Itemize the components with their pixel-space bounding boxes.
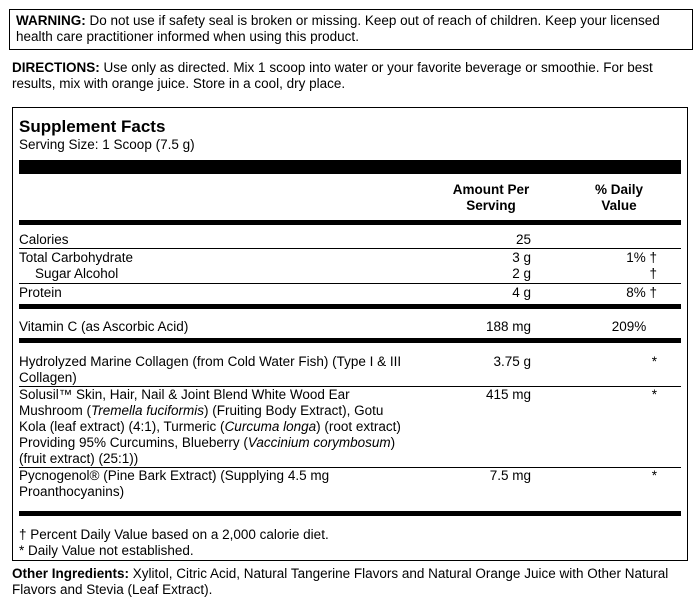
col-header-dv bbox=[559, 182, 679, 214]
row-dv: 209% bbox=[611, 319, 647, 334]
row-amount: 25 bbox=[515, 232, 531, 247]
divider bbox=[19, 283, 681, 284]
row-amount: 7.5 mg bbox=[489, 468, 531, 483]
row-name-line: Mushroom ( bbox=[19, 403, 92, 418]
row-name-line: Pycnogenol® (Pine Bark Extract) (Supplying 4.5 mg bbox=[19, 468, 330, 483]
warning-box bbox=[9, 9, 693, 50]
divider-bottom bbox=[19, 511, 681, 516]
row-dv: 8% † bbox=[626, 285, 657, 300]
row-name: Protein bbox=[19, 285, 62, 300]
supplement-facts-panel bbox=[12, 107, 688, 561]
row-amount: 3.75 g bbox=[493, 354, 531, 369]
footnote-dv: † Percent Daily Value based on a 2,000 calorie diet. bbox=[19, 527, 329, 542]
row-dv: 1% † bbox=[626, 250, 657, 265]
row-amount: 3 g bbox=[512, 250, 531, 265]
col-header-amount-line2: Serving bbox=[466, 198, 516, 213]
row-name-line: ) (Fruiting Body Extract), Gotu bbox=[204, 403, 384, 418]
row-name-line: Collagen) bbox=[19, 370, 77, 385]
row-name-line: Hydrolyzed Marine Collagen (from Cold Water Fish) (Type I & III bbox=[19, 354, 402, 369]
row-name bbox=[19, 468, 329, 500]
warning-text: Do not use if safety seal is broken or missing. Keep out of reach of children. Keep your licensed health care practitioner informed when using this product. bbox=[16, 13, 660, 44]
divider-header bbox=[19, 220, 681, 225]
latin-name: Vaccinium corymbosum bbox=[247, 435, 391, 450]
divider-medium bbox=[19, 304, 681, 309]
other-ingredients bbox=[12, 566, 692, 598]
col-header-dv-line2: Value bbox=[601, 198, 637, 213]
directions bbox=[12, 60, 692, 92]
latin-name: Curcuma longa bbox=[224, 419, 317, 434]
row-name-line: Providing 95% Curcumins, Blueberry ( bbox=[19, 435, 248, 450]
footnote-not-established: * Daily Value not established. bbox=[19, 543, 194, 558]
directions-text: Use only as directed. Mix 1 scoop into water or your favorite beverage or smoothie. For best results, mix with orange juice. Store in a cool, dry place. bbox=[12, 60, 653, 91]
row-amount: 188 mg bbox=[485, 319, 531, 334]
row-name-line: Proanthocyanins) bbox=[19, 484, 125, 499]
row-name: Total Carbohydrate bbox=[19, 250, 134, 265]
latin-name: Tremella fuciformis bbox=[91, 403, 205, 418]
row-name-line: ) (root extract) bbox=[316, 419, 401, 434]
facts-title: Supplement Facts bbox=[19, 117, 166, 136]
row-name-line: Kola (leaf extract) (4:1), Turmeric ( bbox=[19, 419, 225, 434]
col-header-amount-line1: Amount Per bbox=[452, 182, 530, 197]
col-header-amount bbox=[431, 182, 551, 214]
row-name: Calories bbox=[19, 232, 69, 247]
row-name-line: ) bbox=[390, 435, 396, 450]
col-header-dv-line1: % Daily bbox=[594, 182, 644, 197]
row-dv: † bbox=[649, 266, 657, 281]
row-amount: 4 g bbox=[512, 285, 531, 300]
row-name: Sugar Alcohol bbox=[35, 266, 119, 281]
row-name-line: Solusil™ Skin, Hair, Nail & Joint Blend White Wood Ear bbox=[19, 387, 350, 402]
warning-label: WARNING: bbox=[16, 13, 86, 28]
row-name bbox=[19, 387, 401, 467]
other-ingredients-text: Xylitol, Citric Acid, Natural Tangerine Flavors and Natural Orange Juice with Other Natural Flavors and Stevia (Leaf Extract). bbox=[12, 566, 669, 597]
row-name-line: (fruit extract) (25:1)) bbox=[19, 451, 139, 466]
serving-size: Serving Size: 1 Scoop (7.5 g) bbox=[19, 137, 195, 152]
divider-thick bbox=[19, 160, 681, 174]
row-name: Vitamin C (as Ascorbic Acid) bbox=[19, 319, 189, 334]
row-dv: * bbox=[651, 354, 657, 369]
row-name bbox=[19, 354, 401, 386]
row-dv: * bbox=[651, 468, 657, 483]
directions-label: DIRECTIONS: bbox=[12, 60, 100, 75]
divider-medium bbox=[19, 338, 681, 343]
divider bbox=[19, 248, 681, 249]
other-ingredients-label: Other Ingredients: bbox=[12, 566, 130, 581]
row-amount: 415 mg bbox=[485, 387, 531, 402]
row-amount: 2 g bbox=[512, 266, 531, 281]
row-dv: * bbox=[651, 387, 657, 402]
